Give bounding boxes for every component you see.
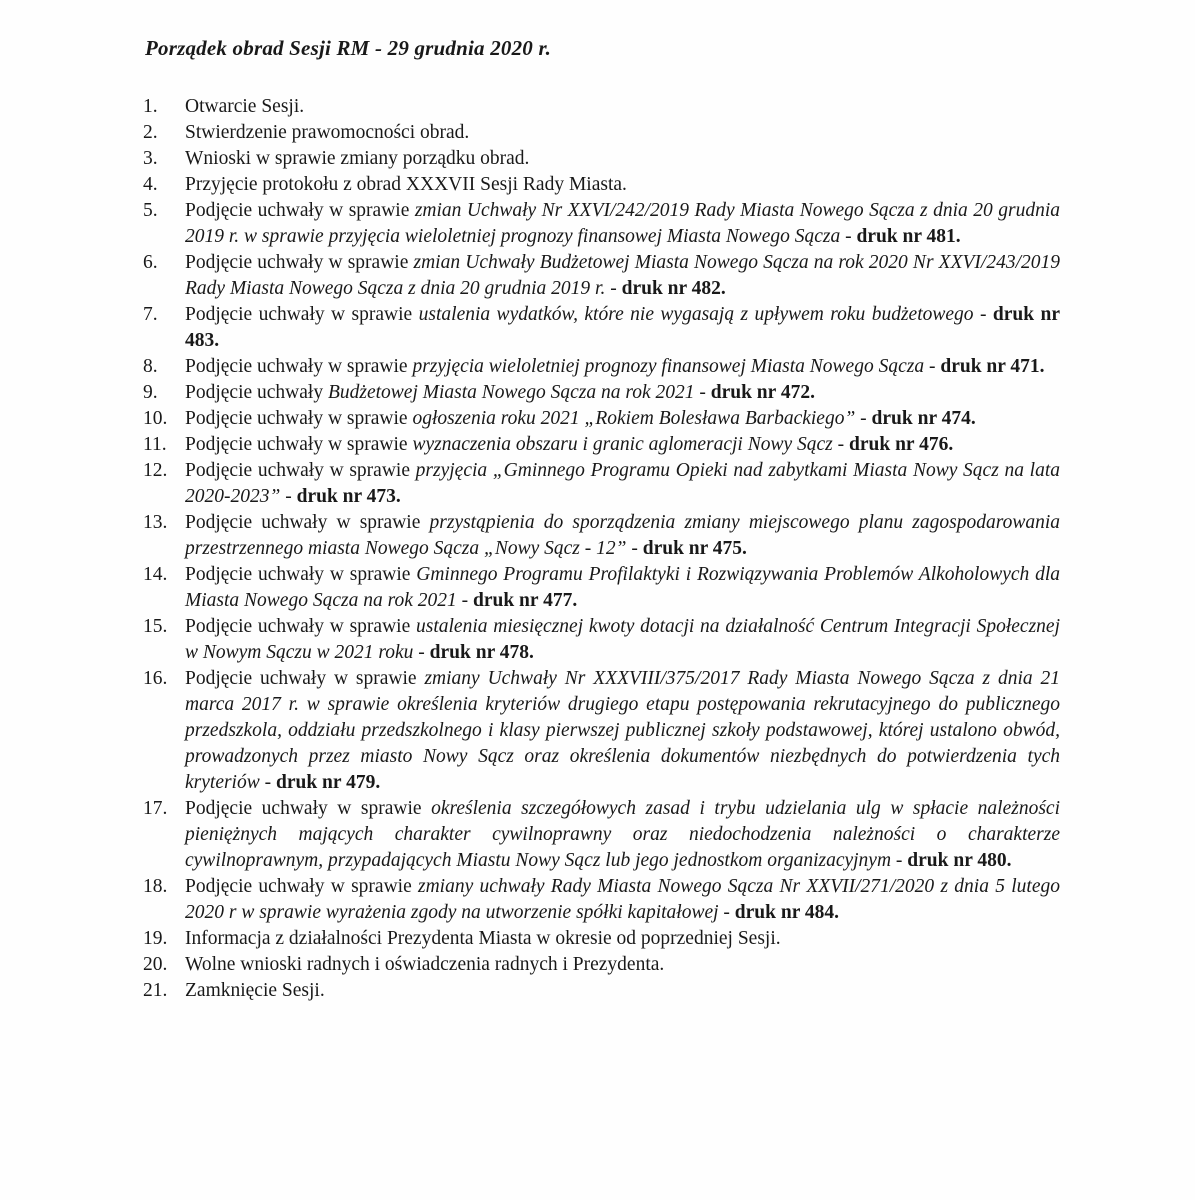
item-text bbox=[185, 356, 1045, 377]
text-segment-regular: - bbox=[280, 486, 297, 507]
text-segment-regular: Podjęcie uchwały w sprawie bbox=[185, 434, 413, 455]
text-segment-regular: Podjęcie uchwały w sprawie bbox=[185, 876, 419, 897]
text-segment-regular: - bbox=[413, 642, 430, 663]
text-segment-regular: - bbox=[456, 590, 473, 611]
text-segment-regular: - bbox=[973, 304, 993, 325]
text-segment-bold: druk nr 482. bbox=[621, 278, 726, 299]
item-text bbox=[185, 122, 469, 143]
item-text bbox=[185, 200, 1060, 247]
item-text bbox=[185, 954, 664, 975]
text-segment-italic: ustalenia wydatków, które nie wygasają z upływem roku budżetowego bbox=[418, 304, 974, 325]
item-number: 8. bbox=[143, 356, 158, 377]
text-segment-regular: Podjęcie uchwały w sprawie bbox=[185, 408, 413, 429]
text-segment-bold: druk nr 471. bbox=[940, 356, 1045, 377]
agenda-item bbox=[143, 874, 1060, 926]
text-segment-regular: Podjęcie uchwały w sprawie bbox=[185, 798, 432, 819]
text-segment-italic: przyjęcia „Gminnego Programu Opieki nad zabytkami Miasta Nowy Sącz na lata 2020-2023” bbox=[185, 460, 1060, 507]
item-number: 4. bbox=[143, 174, 158, 195]
text-segment-italic: określenia szczegółowych zasad i trybu udzielania ulg w spłacie należności pieniężnych mających charakter cywilnoprawny oraz niedochodzenia należności o charakterze cywilnoprawnym, przypadających Miastu Nowy Sącz lub jego jednostkom organizacyjnym bbox=[185, 798, 1060, 871]
agenda-item bbox=[143, 978, 1060, 1004]
text-segment-regular: Podjęcie uchwały w sprawie bbox=[185, 668, 425, 689]
item-text bbox=[185, 616, 1060, 663]
text-segment-regular: Stwierdzenie prawomocności obrad. bbox=[185, 122, 470, 143]
text-segment-italic: ogłoszenia roku 2021 „Rokiem Bolesława Barbackiego” bbox=[412, 408, 856, 429]
text-segment-regular: - bbox=[626, 538, 643, 559]
text-segment-italic: przyjęcia wieloletniej prognozy finansowej Miasta Nowego Sącza bbox=[412, 356, 925, 377]
text-segment-regular: Otwarcie Sesji. bbox=[185, 96, 305, 117]
item-text bbox=[185, 928, 781, 949]
text-segment-regular: Wolne wnioski radnych i oświadczenia radnych i Prezydenta. bbox=[185, 954, 665, 975]
agenda-list bbox=[143, 94, 1060, 1004]
text-segment-regular: - bbox=[924, 356, 941, 377]
text-segment-regular: Podjęcie uchwały w sprawie bbox=[185, 200, 415, 221]
text-segment-bold: druk nr 478. bbox=[429, 642, 534, 663]
text-segment-regular: - bbox=[855, 408, 872, 429]
agenda-item bbox=[143, 458, 1060, 510]
text-segment-regular: Wnioski w sprawie zmiany porządku obrad. bbox=[185, 148, 530, 169]
agenda-item bbox=[143, 198, 1060, 250]
agenda-item bbox=[143, 432, 1060, 458]
text-segment-regular: Podjęcie uchwały w sprawie bbox=[185, 460, 416, 481]
item-number: 14. bbox=[143, 564, 168, 585]
item-text bbox=[185, 382, 815, 403]
text-segment-italic: Budżetowej Miasta Nowego Sącza na rok 2021 bbox=[327, 382, 695, 403]
text-segment-bold: druk nr 480. bbox=[907, 850, 1012, 871]
agenda-item bbox=[143, 250, 1060, 302]
agenda-item bbox=[143, 302, 1060, 354]
text-segment-regular: Informacja z działalności Prezydenta Miasta w okresie od poprzedniej Sesji. bbox=[185, 928, 781, 949]
item-text bbox=[185, 668, 1060, 793]
item-number: 1. bbox=[143, 96, 158, 117]
text-segment-bold: druk nr 472. bbox=[710, 382, 815, 403]
item-text bbox=[185, 876, 1060, 923]
agenda-item bbox=[143, 354, 1060, 380]
text-segment-bold: druk nr 483. bbox=[185, 304, 1060, 351]
text-segment-bold: druk nr 477. bbox=[472, 590, 578, 611]
item-number: 16. bbox=[143, 668, 168, 689]
text-segment-bold: druk nr 481. bbox=[856, 226, 961, 247]
agenda-item bbox=[143, 94, 1060, 120]
document-title: Porządek obrad Sesji RM - 29 grudnia 2020 r. bbox=[145, 36, 552, 60]
text-segment-italic: zmian Uchwały Budżetowej Miasta Nowego Sącza na rok 2020 Nr XXVI/243/2019 Rady Miasta Nowego Sącza z dnia 20 grudnia 2019 r. bbox=[185, 252, 1060, 299]
item-text bbox=[185, 252, 1060, 299]
agenda-item bbox=[143, 614, 1060, 666]
text-segment-regular: - bbox=[694, 382, 711, 403]
item-number: 10. bbox=[143, 408, 168, 429]
text-segment-bold: druk nr 484. bbox=[734, 902, 839, 923]
item-number: 2. bbox=[143, 122, 158, 143]
text-segment-regular: Przyjęcie protokołu z obrad XXXVII Sesji Rady Miasta. bbox=[185, 174, 627, 195]
item-text bbox=[185, 564, 1060, 611]
text-segment-regular: - bbox=[605, 278, 622, 299]
agenda-item bbox=[143, 172, 1060, 198]
text-segment-italic: przystąpienia do sporządzenia zmiany miejscowego planu zagospodarowania przestrzennego miasta Nowego Sącza „Nowy Sącz - 12” bbox=[185, 512, 1060, 559]
text-segment-regular: Podjęcie uchwały w sprawie bbox=[185, 512, 430, 533]
item-number: 21. bbox=[143, 980, 168, 1001]
agenda-item bbox=[143, 406, 1060, 432]
item-text bbox=[185, 96, 304, 117]
text-segment-bold: druk nr 479. bbox=[275, 772, 381, 793]
text-segment-italic: zmiany Uchwały Nr XXXVIII/375/2017 Rady Miasta Nowego Sącza z dnia 21 marca 2017 r. w sprawie określenia kryteriów drugiego etapu postępowania rekrutacyjnego do publicznego przedszkola, oddziału przedszkolnego i klasy pierwszej publicznej szkoły podstawowej, której ustalono obwód, prowadzonych przez miasto Nowy Sącz oraz określenia dokumentów niezbędnych do potwierdzenia tych kryteriów bbox=[185, 668, 1060, 793]
agenda-item bbox=[143, 120, 1060, 146]
item-number: 7. bbox=[143, 304, 158, 325]
item-text bbox=[185, 148, 529, 169]
agenda-item bbox=[143, 666, 1060, 796]
agenda-item bbox=[143, 510, 1060, 562]
item-text bbox=[185, 304, 1060, 351]
item-number: 11. bbox=[143, 434, 167, 455]
item-text bbox=[185, 512, 1060, 559]
item-text bbox=[185, 980, 325, 1001]
text-segment-bold: druk nr 474. bbox=[871, 408, 976, 429]
item-text bbox=[185, 434, 953, 455]
text-segment-regular: - bbox=[891, 850, 908, 871]
text-segment-italic: zmian Uchwały Nr XXVI/242/2019 Rady Miasta Nowego Sącza z dnia 20 grudnia 2019 r. w sprawie przyjęcia wieloletniej prognozy finansowej Miasta Nowego Sącza bbox=[185, 200, 1060, 247]
text-segment-regular: - bbox=[840, 226, 857, 247]
text-segment-italic: ustalenia miesięcznej kwoty dotacji na działalność Centrum Integracji Społecznej w Nowym Sączu w 2021 roku bbox=[185, 616, 1060, 663]
item-number: 13. bbox=[143, 512, 168, 533]
text-segment-regular: - bbox=[832, 434, 849, 455]
agenda-item bbox=[143, 952, 1060, 978]
agenda-item bbox=[143, 926, 1060, 952]
item-number: 19. bbox=[143, 928, 168, 949]
text-segment-italic: wyznaczenia obszaru i granic aglomeracji Nowy Sącz bbox=[412, 434, 833, 455]
agenda-item bbox=[143, 146, 1060, 172]
text-segment-bold: druk nr 473. bbox=[296, 486, 401, 507]
item-number: 3. bbox=[143, 148, 158, 169]
item-number: 5. bbox=[143, 200, 158, 221]
item-text bbox=[185, 174, 627, 195]
text-segment-regular: Podjęcie uchwały w sprawie bbox=[185, 564, 417, 585]
text-segment-regular: Podjęcie uchwały w sprawie bbox=[185, 356, 413, 377]
agenda-item bbox=[143, 562, 1060, 614]
text-segment-regular: Zamknięcie Sesji. bbox=[185, 980, 325, 1001]
item-text bbox=[185, 460, 1060, 507]
item-number: 20. bbox=[143, 954, 168, 975]
agenda-item bbox=[143, 796, 1060, 874]
item-text bbox=[185, 408, 976, 429]
text-segment-regular: - bbox=[718, 902, 735, 923]
text-segment-bold: druk nr 475. bbox=[642, 538, 747, 559]
item-number: 15. bbox=[143, 616, 168, 637]
text-segment-regular: Podjęcie uchwały bbox=[185, 382, 328, 403]
text-segment-regular: Podjęcie uchwały w sprawie bbox=[185, 616, 416, 637]
item-text bbox=[185, 798, 1060, 871]
agenda-item bbox=[143, 380, 1060, 406]
text-segment-regular: - bbox=[259, 772, 276, 793]
item-number: 17. bbox=[143, 798, 168, 819]
item-number: 12. bbox=[143, 460, 168, 481]
item-number: 18. bbox=[143, 876, 168, 897]
item-number: 9. bbox=[143, 382, 158, 403]
text-segment-regular: Podjęcie uchwały w sprawie bbox=[185, 304, 419, 325]
text-segment-italic: zmiany uchwały Rady Miasta Nowego Sącza Nr XXVII/271/2020 z dnia 5 lutego 2020 r w sprawie wyrażenia zgody na utworzenie spółki kapitałowej bbox=[185, 876, 1060, 923]
text-segment-italic: Gminnego Programu Profilaktyki i Rozwiązywania Problemów Alkoholowych dla Miasta Nowego Sącza na rok 2021 bbox=[185, 564, 1060, 611]
item-number: 6. bbox=[143, 252, 158, 273]
text-segment-bold: druk nr 476. bbox=[849, 434, 954, 455]
text-segment-regular: Podjęcie uchwały w sprawie bbox=[185, 252, 414, 273]
